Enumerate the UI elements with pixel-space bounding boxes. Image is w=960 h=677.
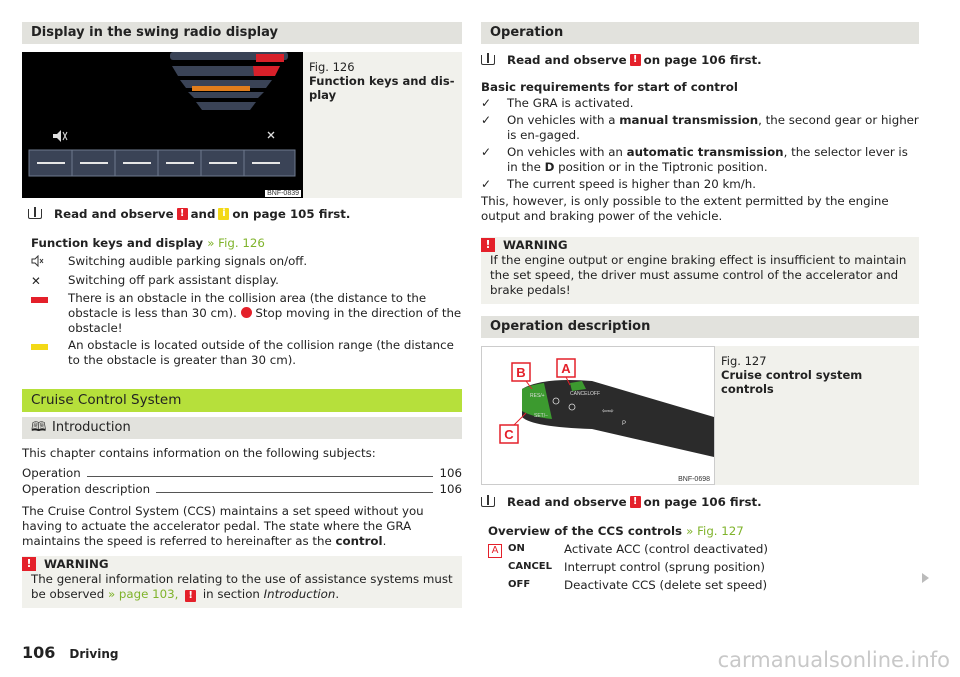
section-title-operation: Operation	[481, 22, 919, 44]
function-key-bar	[29, 150, 295, 176]
cruise-lever-image	[481, 346, 715, 485]
overview-row-on: A ON Activate ACC (control deactivated)	[488, 540, 919, 558]
switch-off-label: OFF	[508, 579, 531, 590]
parking-sensor-arcs	[170, 52, 288, 110]
swing-display-image	[22, 52, 303, 198]
figure-caption	[715, 346, 919, 485]
page-ref-link[interactable]: » page 103,	[107, 587, 179, 601]
toc-item-operation-description[interactable]: Operation description 106	[22, 482, 462, 496]
svg-text:A: A	[561, 361, 571, 376]
svg-text:RES/+: RES/+	[530, 393, 545, 399]
requirement-item: ✓ On vehicles with an automatic transmission, the selector lever is in the D position or in the Tiptronic position.	[481, 145, 919, 175]
section-title-cruise-control: Cruise Control System	[22, 389, 462, 412]
warning-box-left: ! WARNING The general information relating to the use of assistance systems must be observed » page 103, ! in section Introduction.	[22, 556, 462, 608]
warning-icon: !	[630, 54, 641, 66]
svg-text:C: C	[504, 427, 514, 442]
requirement-item: ✓ The current speed is higher than 20 km/h.	[481, 177, 919, 192]
intro-title: 🕮 Introduction	[22, 417, 462, 439]
warning-icon: !	[630, 496, 641, 508]
warning-icon: !	[185, 590, 196, 602]
switch-cancel-label: CANCEL	[508, 561, 552, 572]
chapter-name: Driving	[69, 647, 119, 661]
read-observe-note: Read and observe ! on page 106 first.	[481, 494, 919, 510]
figure-number: Fig. 127	[721, 354, 767, 368]
book-icon	[481, 55, 495, 65]
figure-127	[481, 346, 919, 485]
svg-text:SET/−: SET/−	[534, 413, 549, 419]
red-bar-icon	[31, 297, 48, 303]
book-icon	[28, 209, 42, 219]
stop-icon	[241, 307, 252, 318]
intro-lead: This chapter contains information on the following subjects:	[22, 446, 376, 460]
operation-note: This, however, is only possible to the extent permitted by the engine output and braking power of the vehicle.	[481, 194, 889, 223]
page-number: 106	[22, 643, 56, 662]
check-icon	[481, 113, 507, 143]
figure-126	[22, 52, 462, 198]
close-icon: ✕	[31, 274, 41, 288]
speaker-muted-icon	[31, 254, 68, 271]
label-b	[512, 363, 532, 389]
key-row-speaker: Switching audible parking signals on/off.	[31, 254, 462, 271]
svg-text:CANCEL: CANCEL	[570, 391, 591, 397]
toc	[22, 466, 462, 497]
svg-text:P: P	[622, 421, 627, 427]
key-row-yellow: An obstacle is located outside of the collision range (the distance to the obstacle is greater than 30 cm).	[31, 338, 462, 368]
warning-icon: !	[177, 208, 188, 220]
lever-illustration	[482, 347, 714, 484]
key-row-red: There is an obstacle in the collision area (the distance to the obstacle is less than 30 cm). Stop moving in the direction of the obstacle!	[31, 291, 462, 336]
requirement-item: ✓ The GRA is activated.	[481, 96, 919, 111]
figure-caption	[303, 52, 462, 198]
speaker-muted-icon[interactable]	[53, 130, 67, 142]
switch-on-label: ON	[508, 543, 525, 554]
svg-text:B: B	[516, 365, 526, 380]
overview-row-off: OFF Deactivate CCS (delete set speed)	[508, 578, 768, 592]
read-observe-note: Read and observe ! on page 106 first.	[481, 52, 919, 68]
left-column	[22, 22, 462, 608]
figure-code: BNF-0839	[267, 190, 299, 197]
watermark: carmanualsonline.info	[717, 648, 950, 672]
warning-box-right: ! WARNING If the engine output or engine braking effect is insufficient to maintain the set speed, the driver must assume control of the accelerator and brake pedals!	[481, 237, 919, 304]
warning-icon: !	[481, 238, 495, 252]
section-title-operation-description: Operation description	[481, 316, 919, 338]
check-icon	[481, 177, 507, 192]
overview-title: Overview of the CCS controls » Fig. 127	[488, 524, 744, 538]
figure-number: Fig. 126	[309, 60, 355, 74]
label-c	[500, 413, 526, 443]
right-column	[481, 22, 919, 594]
book-icon: 🕮	[31, 420, 47, 435]
yellow-bar-icon	[31, 344, 48, 350]
continue-arrow-icon	[922, 573, 929, 583]
toc-item-operation[interactable]: Operation 106	[22, 466, 462, 480]
function-keys-title: Function keys and display » Fig. 126	[31, 236, 265, 250]
intro-paragraph: The Cruise Control System (CCS) maintains a set speed without you having to actuate the accelerator pedal. The state where the GRA maintains the speed is referred to hereinafter as the control.	[22, 504, 424, 548]
display-illustration	[22, 52, 303, 198]
figure-title: Function keys and dis-play	[309, 74, 455, 102]
requirement-item: ✓ On vehicles with a manual transmission, the second gear or higher is en-gaged.	[481, 113, 919, 143]
figure-ref-link[interactable]: » Fig. 126	[207, 236, 265, 250]
label-badge: A	[488, 544, 502, 558]
figure-code: BNF-0698	[678, 476, 710, 483]
lever-body	[522, 380, 714, 457]
key-row-close: ✕ Switching off park assistant display.	[31, 273, 279, 288]
figure-title: Cruise control system controls	[721, 368, 863, 396]
svg-text:⇦⇨: ⇦⇨	[602, 408, 614, 415]
section-title-swing-display: Display in the swing radio display	[22, 22, 462, 44]
basic-requirements-title: Basic requirements for start of control	[481, 80, 738, 94]
page-footer	[22, 643, 118, 662]
caution-icon: i	[218, 208, 229, 220]
book-icon	[481, 497, 495, 507]
overview-row-cancel: CANCEL Interrupt control (sprung position)	[508, 560, 765, 574]
check-icon	[481, 96, 507, 111]
overview-list	[488, 540, 919, 594]
warning-icon: !	[22, 557, 36, 571]
read-observe-note: Read and observe ! and i on page 105 first.	[28, 206, 462, 222]
check-icon	[481, 145, 507, 175]
figure-ref-link[interactable]: » Fig. 127	[686, 524, 744, 538]
close-icon[interactable]	[268, 132, 274, 138]
svg-text:OFF: OFF	[590, 391, 600, 397]
